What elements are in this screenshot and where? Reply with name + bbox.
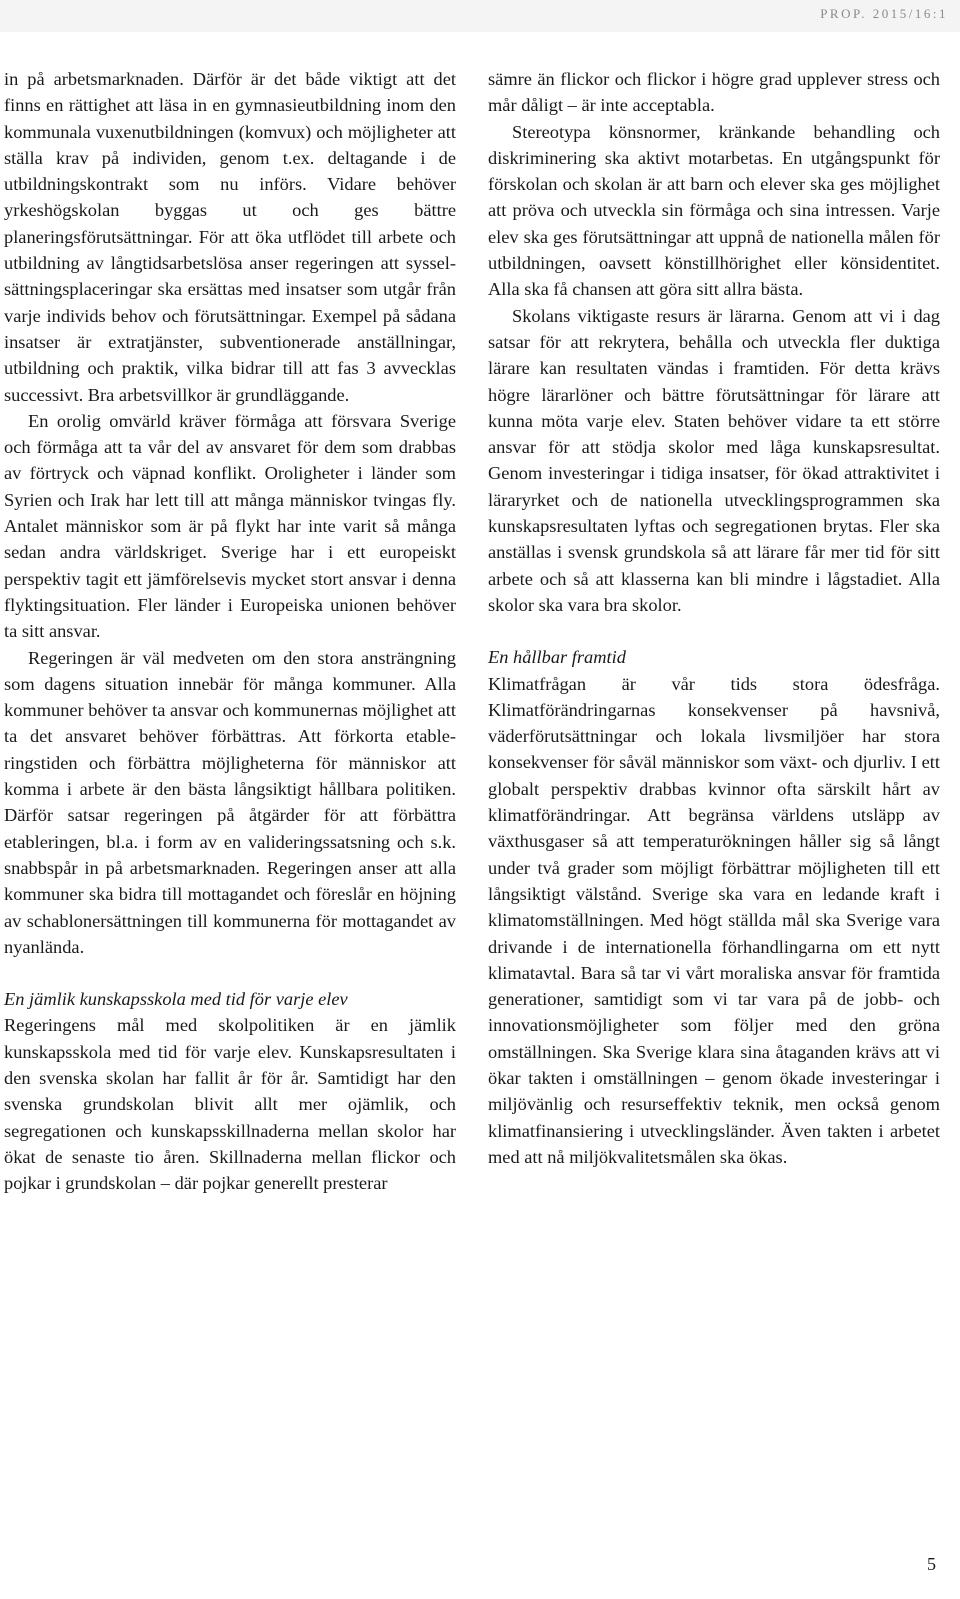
paragraph-climate: Klimatfrågan är vår tids stora ödesfråga. Klimatförändringarnas konsekvenser på havsnivå, väderförutsättningar och lokala livsmiljöer har stora konsekvenser för såväl människor som växt- och djurliv. I ett globalt perspektiv drabbas kvinnor ofta särskilt hårt av klimatförändringar. Att begränsa världens utsläpp av växthusgaser så att temperaturökningen håller sig så långt under två grader som möjligt förbättrar möjligheten till ett långsiktigt välstånd. Sverige ska vara en ledande kraft i klimatomställningen. Med högt ställda mål ska Sverige vara drivande i de internationella förhandlingarna om ett nytt klimatavtal. Bara så tar vi vårt moraliska ansvar för framtida generationer, samtidigt som vi tar vara på de jobb- och innovationsmöjligheter som följer med den gröna omställningen. Ska Sverige klara sina åtaganden krävs att vi ökar takten i omställningen – genom ökade investeringar i miljövänlig och resurseffektiv teknik, men också genom klimatfinansiering i utvecklingsländer. Även takten i arbetet med att nå miljökvalitetsmålen ska ökas. — [488, 673, 940, 1167]
page-number: 5 — [927, 1554, 936, 1574]
document-reference: PROP. 2015/16:1 — [820, 6, 948, 21]
section-heading-sustainable: En hållbar framtid — [488, 647, 626, 668]
paragraph-gender-differences: sämre än flickor och flickor i högre grad upplever stress och mår dåligt – är inte acceptabla. — [488, 69, 940, 116]
paragraph-refugees: En orolig omvärld kräver förmåga att försvara Sverige och förmåga att ta vår del av ansvaret för dem som drabbas av förtryck och väpnad konflikt. Oroligheter i länder som Syrien och Irak har lett till att många människor tvingas fly. Antalet människor som är på flykt har inte varit så många sedan andra världskriget. Sverige har i ett europeiskt perspektiv tagit ett jämförelsevis mycket stort ansvar i denna flyktingsituation. Fler länder i Europeiska unionen behöver ta sitt ansvar. — [4, 410, 456, 642]
paragraph-norms: Stereotypa könsnormer, kränkande behandling och diskriminering ska aktivt motarbetas. En utgångspunkt för förskolan och skolan är att barn och elever ska ges möjlighet att pröva och utveckla sin förmåga och sina intressen. Varje elev ska ges förutsättningar att uppnå de nationella målen för utbildningen, oavsett könstillhörighet eller könsidentitet. Alla ska få chansen att göra sitt allra bästa. — [488, 121, 940, 300]
right-column — [488, 66, 940, 1170]
paragraph-municipalities: Regeringen är väl medveten om den stora ansträngning som dagens situation innebär för många kommuner. Alla kommuner behöver ta ansvar och kommunernas möjlighet att ta det ansvaret behöver förbättras. Att förkorta etableringstiden och förbättra möjligheterna för människor att komma i arbete är den bästa långsiktigt hållbara politiken. Därför satsar regeringen på åtgärder för att förbättra etableringen, bl.a. i form av en valideringssatsning och s.k. snabbspår in på arbetsmarknaden. Regeringen anser att alla kommuner ska bidra till mottagandet och föreslår en höjning av schablonersättningen till kommunerna för mottagandet av nyanlända. — [4, 647, 456, 957]
paragraph-labour-market: in på arbetsmarknaden. Därför är det både viktigt att det finns en rättighet att läsa in en gymnasieutbildning inom den kommunala vuxenutbildningen (komvux) och möjligheter att ställa krav på individen, genom t.ex. deltagande i de utbildningskontrakt som nu införs. Vidare behöver yrkeshögskolan byggas ut och ges bättre planeringsförutsättningar. För att öka utflödet till arbete och utbildning av långtidsarbetslösa anser regeringen att sysselsättningsplaceringar ska ersättas med insatser som utgår från varje individs behov och förutsättningar. Exempel på sådana insatser är extratjänster, subventionerade anställningar, utbildning och praktik, vilka bidrar till att fas 3 avvecklas successivt. Bra arbetsvillkor är grundläggande. — [4, 69, 456, 405]
running-header — [0, 0, 960, 32]
section-heading-school: En jämlik kunskapsskola med tid för varje elev — [4, 989, 348, 1010]
paragraph-teachers: Skolans viktigaste resurs är lärarna. Genom att vi i dag satsar för att rekrytera, behålla och utveckla fler duktiga lärare kan resultaten vändas i framtiden. För detta krävs högre lärarlöner och bättre förutsättningar för lärare att kunna möta varje elev. Staten behöver vidare ta ett större ansvar för att stödja skolor med låga kunskapsresultat. Genom investeringar i tidiga insatser, för ökad attraktivitet i läraryrket och de nationella utvecklingsprogrammen ska kunskapsresultaten lyftas och segregationen brytas. Fler ska anställas i svensk grundskola så att lärare får mer tid för sitt arbete och så att klasserna kan bli mindre i lågstadiet. Alla skolor ska vara bra skolor. — [488, 305, 940, 615]
left-column — [4, 66, 456, 1196]
paragraph-school-policy: Regeringens mål med skolpolitiken är en jämlik kunskapsskola med tid för varje elev. Kunskapsresultaten i den svenska skolan har fallit år för år. Samtidigt har den svenska grundskolan blivit allt mer ojämlik, och segregationen och kunskapsskillnaderna mellan skolor har ökat de senaste tio åren. Skillnaderna mellan flickor och pojkar i grundskolan – där pojkar generellt presterar — [4, 1015, 456, 1194]
